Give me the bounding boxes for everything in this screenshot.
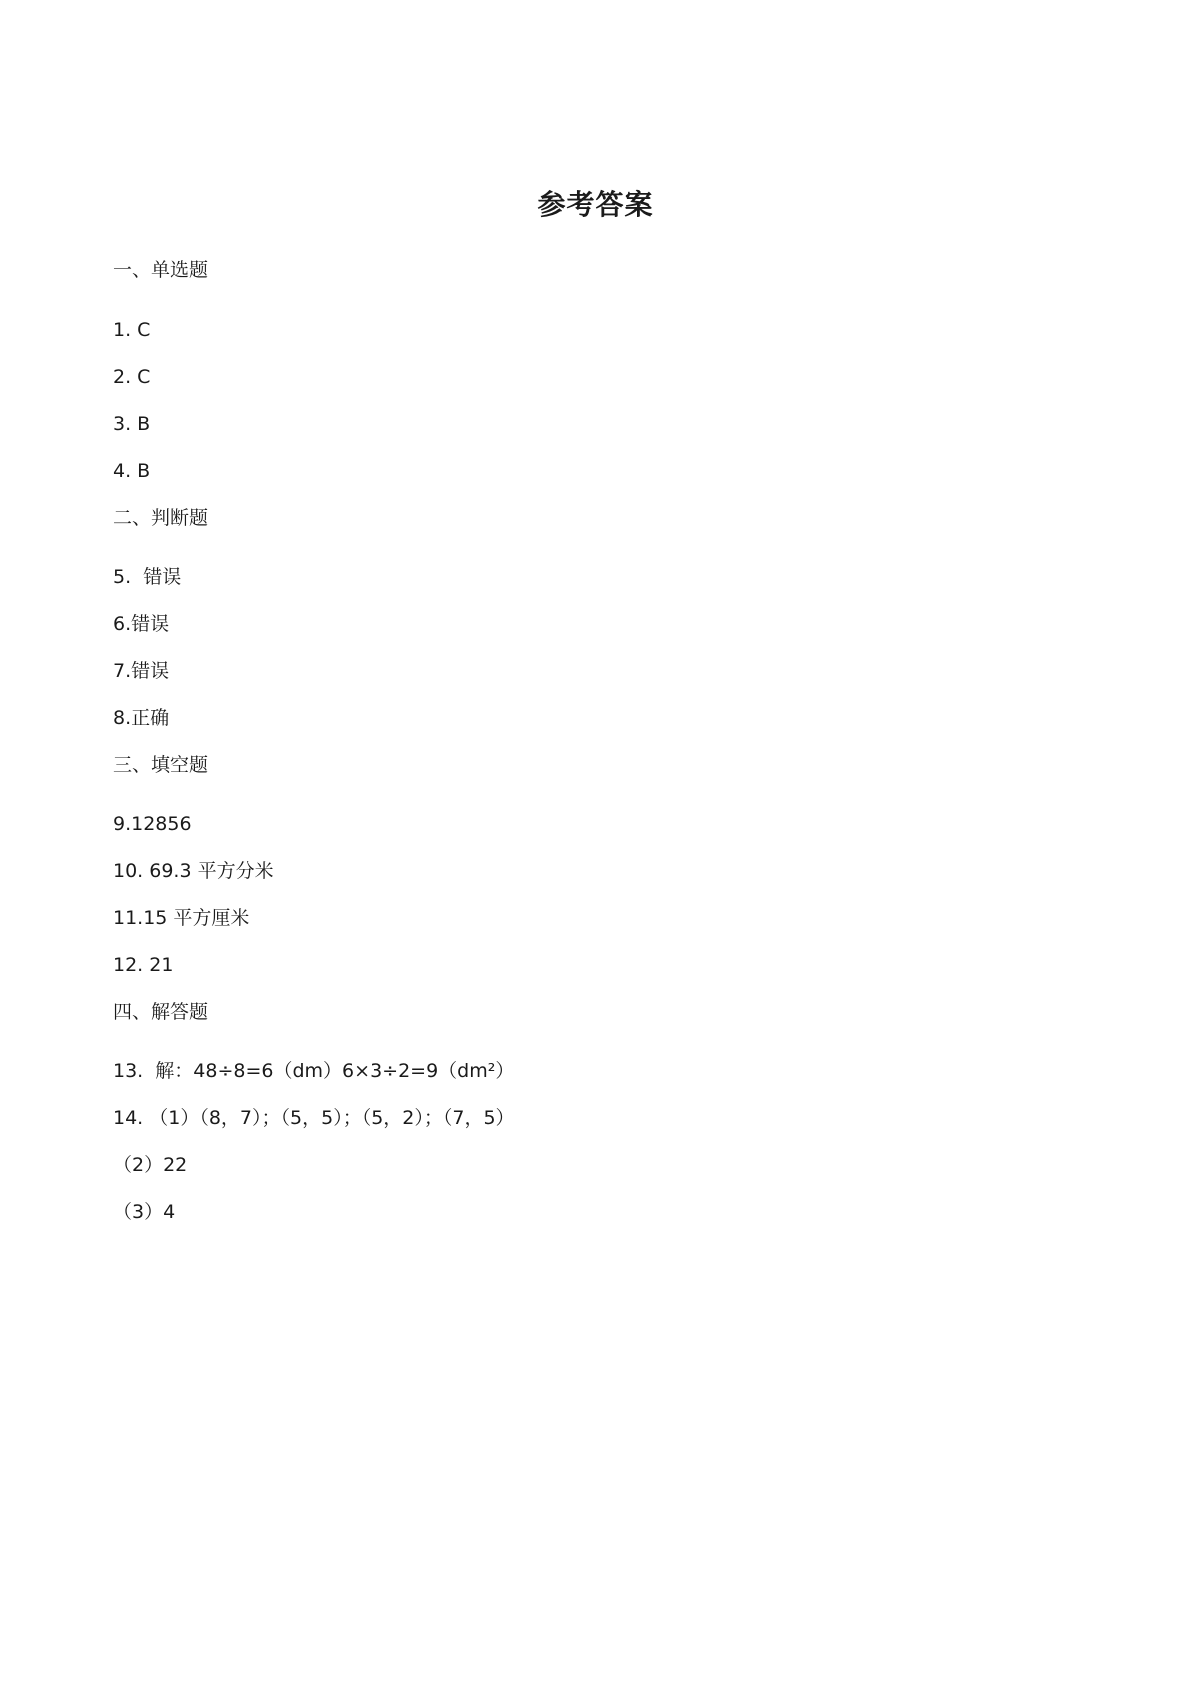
answer-line: 6.错误	[113, 613, 170, 635]
answer-line: 5. 错误	[113, 566, 182, 588]
answer-line: 2. C	[113, 366, 151, 388]
answer-line: 7.错误	[113, 660, 170, 682]
section-heading: 三、填空题	[113, 754, 209, 776]
answer-line: 8.正确	[113, 707, 170, 729]
answer-line: 13. 解：48÷8=6（dm）6×3÷2=9（dm²）	[113, 1060, 515, 1082]
answer-line: （2）22	[113, 1154, 188, 1176]
section-heading: 二、判断题	[113, 507, 209, 529]
answer-line: （3）4	[113, 1201, 176, 1223]
answer-line: 14. （1）（8，7）；（5，5）；（5，2）；（7，5）	[113, 1107, 515, 1129]
answer-line: 3. B	[113, 413, 151, 435]
section-heading: 一、单选题	[113, 259, 209, 281]
answer-line: 12. 21	[113, 954, 174, 976]
answer-line: 9.12856	[113, 813, 192, 835]
page-title: 参考答案	[537, 188, 654, 221]
answer-line: 10. 69.3 平方分米	[113, 860, 274, 882]
answer-line: 4. B	[113, 460, 151, 482]
section-heading: 四、解答题	[113, 1001, 209, 1023]
answer-line: 1. C	[113, 319, 151, 341]
answer-line: 11.15 平方厘米	[113, 907, 250, 929]
